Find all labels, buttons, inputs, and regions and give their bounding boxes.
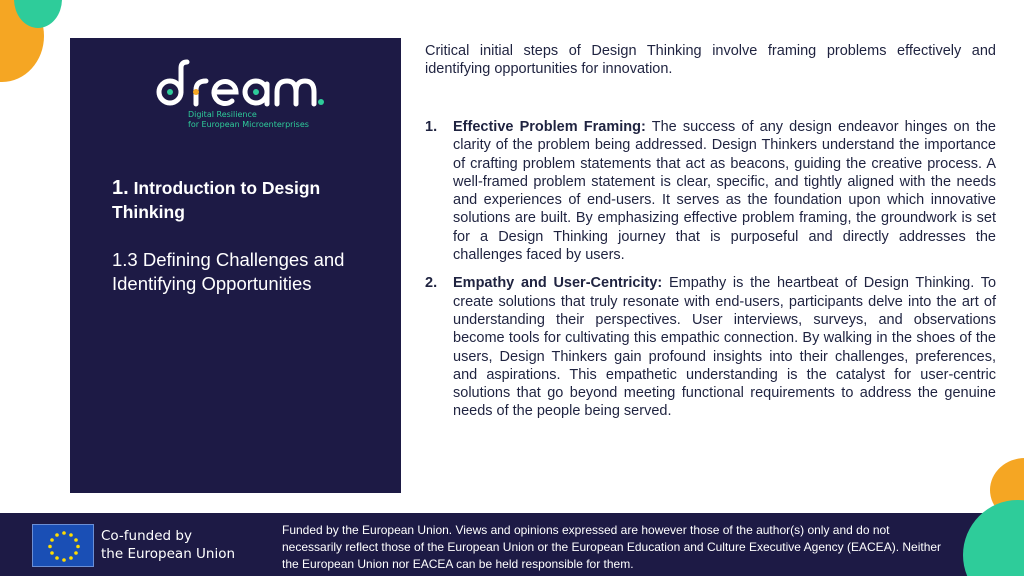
cofunded-label [101, 527, 251, 563]
steps-list [425, 118, 996, 431]
funding-disclaimer: Funded by the European Union. Views and opinions expressed are however those of the author(s) only and do not necessarily reflect those of the European Union or the European Education and Culture Executive Agency (EACEA). Neither the European Union nor EACEA can be held responsible for them. [282, 523, 942, 571]
step-title: Effective Problem Framing: [453, 119, 646, 135]
cofunded-line1: Co-funded by [101, 528, 192, 544]
step-number: 1. [425, 119, 438, 135]
intro-paragraph: Critical initial steps of Design Thinking involve framing problems effectively and identifying opportunities for innovation. [425, 43, 996, 78]
step-title: Empathy and User-Centricity: [453, 275, 663, 292]
section-title-text: Introduction to Design Thinking [112, 178, 321, 222]
section-number: 1. [112, 177, 129, 199]
logo-tagline-line1: Digital Resilience [188, 110, 257, 119]
step-text: Empathy is the heartbeat of Design Thinking. To create solutions that truly resonate with end-users, participants delve into the art of understanding their perspectives. User interviews, surveys, and observations become tools for cultivating this empathic connection. By walking in the shoes of the users, Design Thinkers gain profound insights into their challenges, preferences, and aspirations. This empathetic understanding is the catalyst for user-centric solutions that go beyond meeting functional requirements to address the genuine needs of the people being served. [453, 275, 997, 420]
logo-tagline-line2: for European Microenterprises [188, 120, 309, 129]
step-number: 2. [425, 275, 438, 292]
dream-logo-icon [156, 58, 326, 110]
logo-tagline [188, 110, 328, 130]
subsection-title: 1.3 Defining Challenges and Identifying Opportunities [112, 249, 345, 294]
footer-bar [0, 513, 1024, 576]
list-item [425, 274, 996, 420]
dream-logo [156, 58, 326, 138]
title-panel [70, 38, 401, 493]
cofunded-line2: the European Union [101, 546, 236, 562]
eu-flag-icon [32, 524, 94, 567]
decorative-circle-green-bottom [963, 500, 1024, 576]
step-text: The success of any design endeavor hinges on the clarity of the problem being addressed. Design Thinkers understand the importance of crafting problem statements that act as beacons, guiding the creative process. A well-framed problem statement is clear, specific, and tightly aligned with the needs and experiences of end-users. It serves as the foundation upon which innovative solutions are built. By emphasizing effective problem framing, the groundwork is set for a Design Thinking journey that is purposeful and directly addresses the challenges faced by users. [453, 119, 996, 264]
section-title [112, 176, 372, 224]
list-item [425, 118, 996, 264]
